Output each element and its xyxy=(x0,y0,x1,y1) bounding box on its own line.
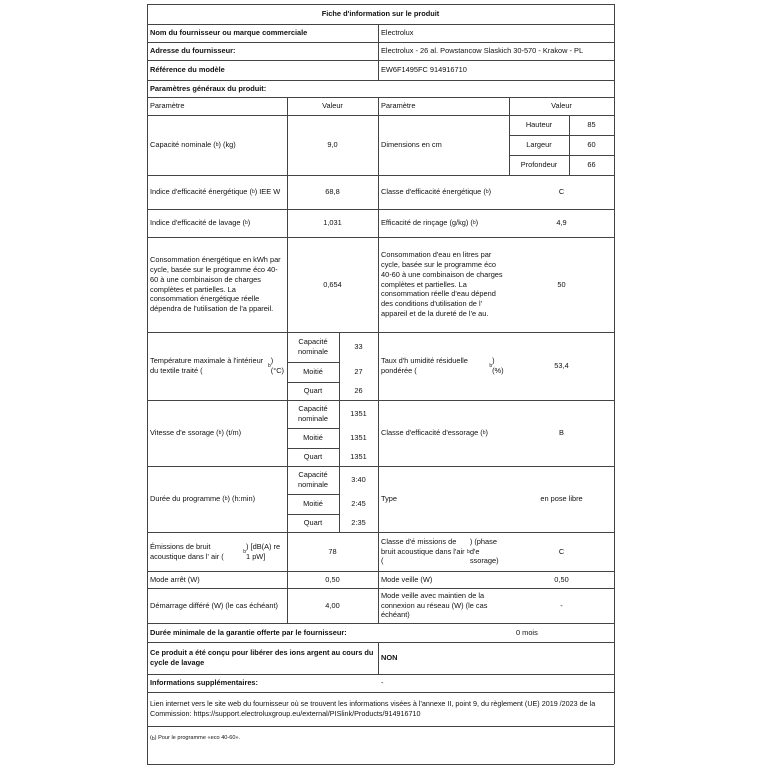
noise-class-label: Classe d'é missions de bruit acoustique dans l'air ( b ) (phase d'e ssorage) xyxy=(381,536,499,566)
footnote: ( b ) Pour le programme «eco 40-60». xyxy=(150,735,241,742)
temp-sub-label: Quart xyxy=(303,386,323,395)
supplier-name-label: Nom du fournisseur ou marque commerciale xyxy=(150,28,308,37)
duration-sub-value: 2:45 xyxy=(351,499,366,508)
off-mode-value: 0,50 xyxy=(325,574,340,584)
height-label: Hauteur xyxy=(525,120,553,129)
energy-efficiency-index-label: Indice d'efficacité énergétique ( b ) IEE W xyxy=(150,187,281,196)
delayed-start-label: Démarrage différé (W) (le cas échéant) xyxy=(150,600,279,610)
standby-mode-value: 0,50 xyxy=(554,574,569,584)
residual-humidity-value: 53,4 xyxy=(554,361,569,370)
supplier-address-label: Adresse du fournisseur: xyxy=(150,46,236,55)
programme-duration-label: Durée du programme ( b ) (h:min) xyxy=(150,494,256,503)
capacity-value: 9,0 xyxy=(327,140,338,149)
silver-ions-value: NON xyxy=(381,653,398,662)
temp-sub-label: Capacité nominale xyxy=(298,337,328,356)
spin-sub-label: Capacité nominale xyxy=(298,404,328,423)
water-consumption-label: Consommation d'eau en litres par cycle, basée sur le programme éco 40-60 à une combinaison de charges complètes et partielles. La consommation réelle d'eau dépend des conditions d'utilisation de l' appareil et de la dureté de l'e au. xyxy=(381,249,503,319)
supplier-name-value: Electrolux xyxy=(381,28,414,37)
energy-efficiency-index-value: 68,8 xyxy=(325,187,340,196)
width-value: 60 xyxy=(587,140,596,149)
max-temperature-label: Température maximale à l'intérieur du textile traité ( b ) (°C) xyxy=(150,356,284,375)
standby-mode-label: Mode veille (W) xyxy=(381,574,433,584)
spin-sub-value: 1351 xyxy=(350,452,367,461)
model-reference-value: EW6F1495FC 914916710 xyxy=(381,65,467,74)
sheet-title: Fiche d'information sur le produit xyxy=(321,9,440,18)
spin-class-label: Classe d'efficacité d'essorage ( b ) xyxy=(381,428,488,437)
warranty-value: 0 mois xyxy=(516,627,538,637)
spin-class-value: B xyxy=(559,428,564,437)
duration-sub-value: 2:35 xyxy=(351,518,366,527)
energy-consumption-label: Consommation énergétique en kWh par cycle, basée sur le programme éco 40-60 à une combinaison de charges complètes et partielles. La consommation énergétique réelle dépendra de l'utilisation de l'a ppareil. xyxy=(150,254,281,314)
height-value: 85 xyxy=(587,120,596,129)
width-label: Largeur xyxy=(526,140,552,149)
duration-sub-label: Capacité nominale xyxy=(298,470,328,489)
general-parameters-heading: Paramètres généraux du produit: xyxy=(150,83,267,93)
temp-sub-value: 26 xyxy=(354,386,363,395)
water-consumption-value: 50 xyxy=(557,279,566,289)
header-parameter-left: Paramètre xyxy=(150,101,185,110)
header-value-left: Valeur xyxy=(322,101,343,110)
type-label: Type xyxy=(381,494,398,503)
temp-sub-value: 33 xyxy=(354,342,363,351)
supplier-link-text: Lien internet vers le site web du fournisseur où se trouvent les informations visées à l'annexe II, point 9, du règlement (UE) 2019 /2023 de la Commission: https://support.electroluxgroup.eu/external/PISlink/Products/914916710 xyxy=(150,699,596,718)
temp-sub-label: Moitié xyxy=(303,367,323,376)
rinsing-efficiency-label: Efficacité de rinçage (g/kg) ( b ) xyxy=(381,218,479,227)
washing-efficiency-label: Indice d'efficacité de lavage ( b ) xyxy=(150,218,251,227)
depth-label: Profondeur xyxy=(520,160,558,169)
energy-class-label: Classe d'efficacité énergétique ( b ) xyxy=(381,187,492,196)
duration-sub-label: Quart xyxy=(303,518,323,527)
header-value-right: Valeur xyxy=(551,101,572,110)
spin-sub-label: Moitié xyxy=(303,433,323,442)
networked-standby-value: - xyxy=(560,600,563,610)
additional-info-label: Informations supplémentaires: xyxy=(150,678,259,687)
energy-class-value: C xyxy=(558,187,565,196)
noise-emissions-value: 78 xyxy=(328,546,337,556)
spin-speed-label: Vitesse d'e ssorage ( b ) (t/m) xyxy=(150,428,242,437)
depth-value: 66 xyxy=(587,160,596,169)
capacity-label: Capacité nominale ( b ) (kg) xyxy=(150,140,236,149)
product-information-sheet xyxy=(147,4,614,764)
spin-sub-value: 1351 xyxy=(350,433,367,442)
delayed-start-value: 4,00 xyxy=(325,600,340,610)
header-parameter-right: Paramètre xyxy=(381,101,416,110)
dimensions-label: Dimensions en cm xyxy=(381,140,442,149)
temp-sub-value: 27 xyxy=(354,367,363,376)
warranty-label: Durée minimale de la garantie offerte par le fournisseur: xyxy=(150,627,347,637)
energy-consumption-value: 0,654 xyxy=(323,279,342,289)
spin-sub-label: Quart xyxy=(303,452,323,461)
model-reference-label: Référence du modèle xyxy=(150,65,225,74)
duration-sub-value: 3:40 xyxy=(351,475,366,484)
additional-info-value: - xyxy=(381,678,384,687)
type-value: en pose libre xyxy=(540,494,583,503)
noise-emissions-label: Émissions de bruit acoustique dans l' air ( b ) [dB(A) re 1 pW] xyxy=(150,541,281,561)
off-mode-label: Mode arrêt (W) xyxy=(150,574,200,584)
networked-standby-label: Mode veille avec maintien de la connexion au réseau (W) (le cas échéant) xyxy=(381,590,488,620)
silver-ions-label: Ce produit a été conçu pour libérer des ions argent au cours du cycle de lavage xyxy=(150,648,374,667)
supplier-address-value: Electrolux - 26 al. Powstancow Slaskich 30-570 - Krakow - PL xyxy=(381,46,584,55)
duration-sub-label: Moitié xyxy=(303,499,323,508)
rinsing-efficiency-value: 4,9 xyxy=(556,218,567,227)
residual-humidity-label: Taux d'h umidité résiduelle pondérée ( b ) (%) xyxy=(381,356,504,375)
noise-class-value: C xyxy=(558,546,565,556)
spin-sub-value: 1351 xyxy=(350,409,367,418)
washing-efficiency-value: 1,031 xyxy=(323,218,342,227)
